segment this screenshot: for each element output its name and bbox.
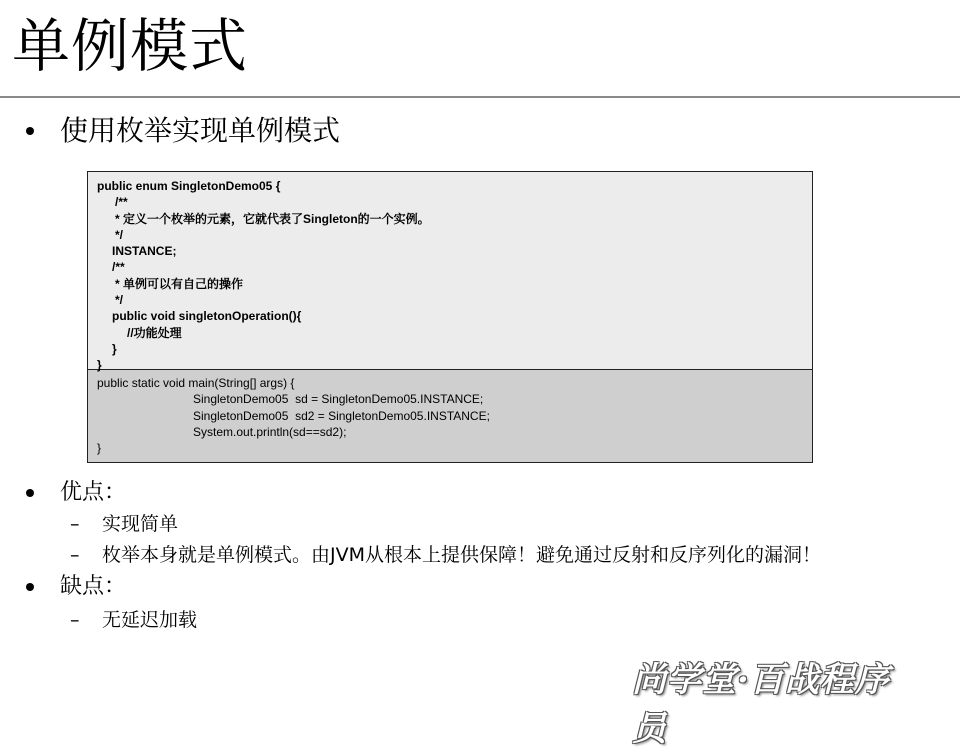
bullet-pros — [26, 479, 126, 507]
bullet-dot-icon — [26, 489, 34, 497]
code-line: //功能处理 — [127, 325, 182, 340]
bullet-main — [26, 114, 340, 148]
pros-item-text: 实现简单 — [102, 513, 179, 535]
code-line: System.out.println(sd==sd2); — [193, 424, 347, 439]
bullet-cons — [26, 573, 126, 601]
dash-icon: – — [70, 544, 80, 566]
code-line: public void singletonOperation(){ — [112, 309, 302, 324]
code-line: */ — [115, 227, 124, 242]
code-line: * 定义一个枚举的元素，它就代表了Singleton的一个实例。 — [115, 211, 430, 226]
code-line: */ — [115, 293, 124, 308]
dash-icon: – — [70, 609, 80, 631]
code-line: } — [97, 441, 102, 456]
code-line: SingletonDemo05 sd = SingletonDemo05.INSTANCE; — [193, 392, 484, 407]
code-line: public static void main(String[] args) { — [97, 376, 295, 390]
code-enum-section — [88, 172, 812, 373]
cons-label: 缺点： — [60, 574, 127, 599]
code-line: public enum SingletonDemo05 { — [97, 179, 281, 193]
pros-item — [70, 542, 821, 568]
watermark-logo: 尚学堂·百战程序员 — [632, 660, 890, 749]
code-line: * 单例可以有自己的操作 — [115, 276, 244, 291]
cons-item — [70, 607, 197, 633]
code-line: } — [97, 358, 102, 373]
code-line: /** — [112, 260, 125, 275]
code-line: INSTANCE; — [112, 244, 177, 259]
bullet-dot-icon — [26, 583, 34, 591]
dash-icon: – — [70, 513, 80, 535]
bullet-dot-icon — [26, 127, 34, 135]
pros-item-text: 枚举本身就是单例模式。由JVM从根本上提供保障！避免通过反射和反序列化的漏洞！ — [102, 544, 821, 566]
code-line: } — [112, 341, 117, 356]
code-block — [87, 171, 813, 463]
code-main-section — [88, 370, 812, 462]
title-divider — [0, 96, 960, 98]
pros-label: 优点： — [60, 480, 127, 505]
cons-item-text: 无延迟加载 — [102, 609, 198, 631]
bullet-main-text: 使用枚举实现单例模式 — [60, 114, 341, 147]
code-line: /** — [115, 195, 128, 210]
pros-item — [70, 511, 178, 537]
slide-title: 单例模式 — [12, 12, 249, 80]
code-line: SingletonDemo05 sd2 = SingletonDemo05.INSTANCE; — [193, 408, 490, 423]
